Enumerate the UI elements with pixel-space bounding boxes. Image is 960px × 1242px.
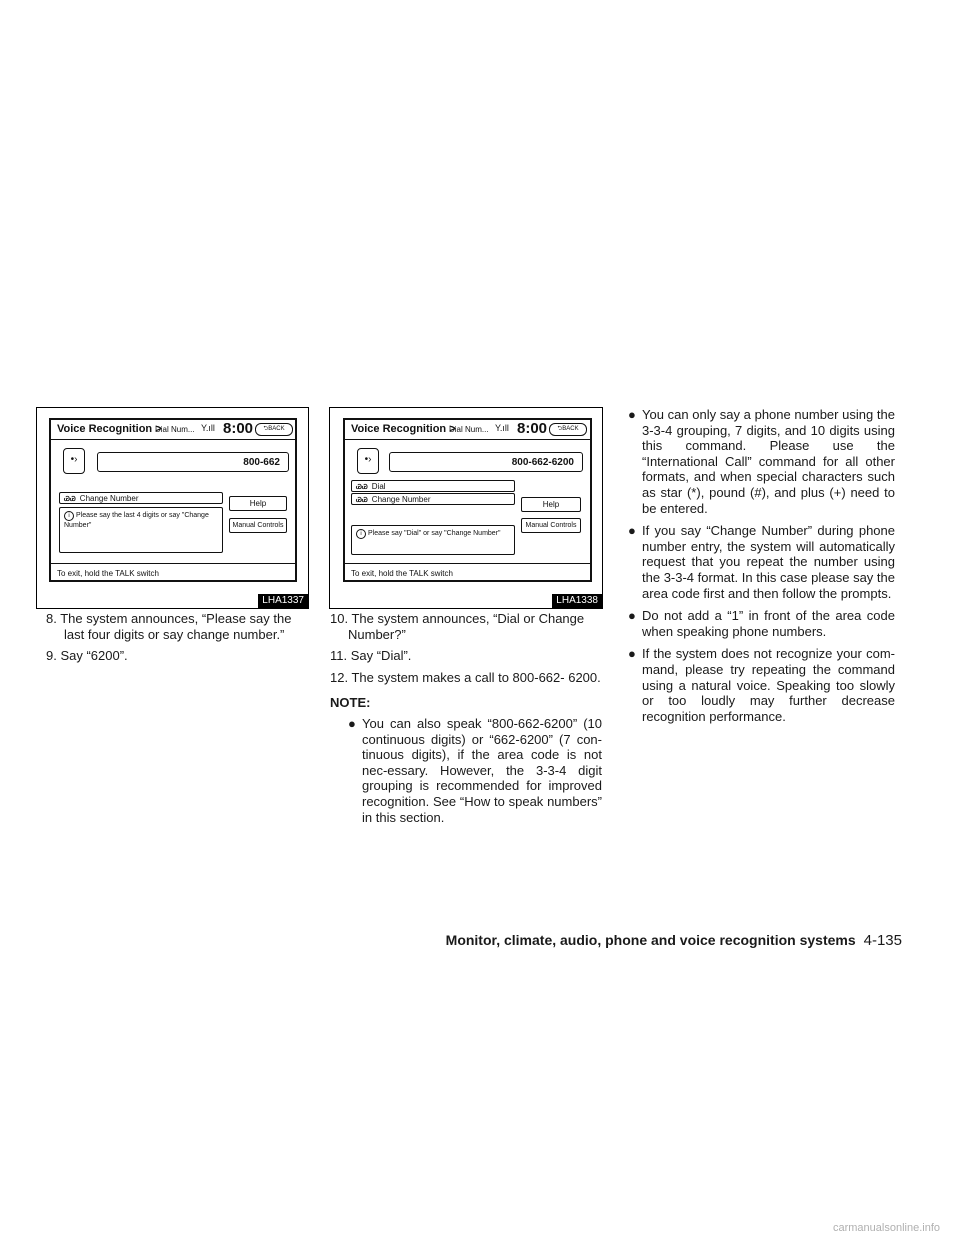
header-divider xyxy=(51,439,295,440)
figure-caption: LHA1338 xyxy=(552,594,602,608)
step-8: 8. The system announces, “Please say the last four digits or say change number.” xyxy=(46,611,292,642)
command-change-number[interactable] xyxy=(59,492,223,504)
screen-title: Voice Recognition > xyxy=(351,423,456,435)
middle-column xyxy=(330,611,602,832)
signal-icon: Y.ıll xyxy=(495,423,509,433)
back-button[interactable]: ⮌BACK xyxy=(549,423,587,436)
prompt-text: Please say the last 4 digits or say "Change Number" xyxy=(64,512,209,529)
voice-recognition-screen xyxy=(343,418,592,582)
note-heading: NOTE: xyxy=(330,695,371,711)
step-10: 10. The system announces, “Dial or Change Number?” xyxy=(330,611,585,642)
tip-text: If the system does not recognize your com-mand, please try repeating the command using a natural voice. Speaking too slowly or too loudly may further decrease recognition performance. xyxy=(642,646,895,724)
voice-command-icon: ᏊᏊ xyxy=(64,496,76,503)
tip-text: You can only say a phone number using the 3-3-4 grouping, 7 digits, and 10 digits using this command. Please use the “International Call” command for all other formats, and when special characters such as star (*), pound (#), and plus (+) need to be entered. xyxy=(642,407,895,516)
prompt-text: Please say "Dial" or say "Change Number" xyxy=(368,530,501,537)
help-button[interactable]: Help xyxy=(229,496,287,511)
screen-clock: 8:00 xyxy=(223,420,254,437)
step-9: 9. Say “6200”. xyxy=(46,648,128,664)
screen-title: Voice Recognition > xyxy=(57,423,162,435)
figure-caption: LHA1337 xyxy=(258,594,308,608)
tip-bullet xyxy=(628,608,895,639)
manual-controls-button[interactable]: Manual Controls xyxy=(521,518,581,533)
bullet-icon: ● xyxy=(628,608,636,624)
bullet-icon: ● xyxy=(628,407,636,422)
right-column xyxy=(628,407,895,731)
back-button[interactable]: ⮌BACK xyxy=(255,423,293,436)
screen-clock: 8:00 xyxy=(517,420,548,437)
footer-divider xyxy=(345,563,590,564)
note-bullet-text: You can also speak “800-662-6200” (10 continuous digits) or “662-6200” (7 con-tinuous digits), if the area code is not nec-essary. However, the 3-3-4 digit grouping is recommended for improved recognition. See “How to speak numbers” in this section. xyxy=(362,715,602,825)
voice-recognition-screen xyxy=(49,418,297,582)
tip-bullet xyxy=(628,407,895,516)
section-title: Monitor, climate, audio, phone and voice recognition systems xyxy=(445,932,856,948)
tip-bullet xyxy=(628,523,895,601)
step-11: 11. Say “Dial”. xyxy=(330,648,412,664)
bullet-icon: ● xyxy=(348,715,356,731)
screen-breadcrumb: Dial Num... xyxy=(155,425,195,434)
page-footer xyxy=(446,932,902,949)
command-change-number[interactable] xyxy=(351,493,515,505)
figure-lha1337 xyxy=(36,407,309,609)
dialed-number-display: 800-662-6200 xyxy=(389,452,583,472)
screen-breadcrumb: Dial Num... xyxy=(449,425,489,434)
left-column xyxy=(46,611,308,670)
footer-divider xyxy=(51,563,295,564)
prompt-message xyxy=(59,507,223,553)
tip-text: Do not add a “1” in front of the area code when speaking phone numbers. xyxy=(642,608,895,639)
exit-hint: To exit, hold the TALK switch xyxy=(57,569,159,578)
command-label: Change Number xyxy=(371,495,431,504)
tip-bullet xyxy=(628,646,895,724)
manual-controls-button[interactable]: Manual Controls xyxy=(229,518,287,533)
bullet-icon: ● xyxy=(628,523,636,539)
info-icon: i xyxy=(356,529,366,539)
note-bullet xyxy=(348,716,602,825)
prompt-message xyxy=(351,525,515,555)
note-body xyxy=(330,716,602,825)
voice-command-icon: ᏊᏊ xyxy=(356,484,368,491)
voice-face-icon: •› xyxy=(357,448,379,474)
command-label: Change Number xyxy=(79,494,139,503)
watermark: carmanualsonline.info xyxy=(832,1222,940,1234)
figure-lha1338 xyxy=(329,407,603,609)
step-12: 12. The system makes a call to 800-662- 6200. xyxy=(330,669,601,685)
help-button[interactable]: Help xyxy=(521,497,581,512)
page-number: 4-135 xyxy=(863,932,902,949)
voice-command-icon: ᏊᏊ xyxy=(356,497,368,504)
command-dial[interactable] xyxy=(351,480,515,492)
exit-hint: To exit, hold the TALK switch xyxy=(351,569,453,578)
tip-text: If you say “Change Number” during phone number entry, the system will automatically request that you repeat the number using the 3-3-4 format. In this case please say the area code first and then follow the prompts. xyxy=(642,523,895,601)
bullet-icon: ● xyxy=(628,646,636,662)
dialed-number-display: 800-662 xyxy=(97,452,289,472)
voice-face-icon: •› xyxy=(63,448,85,474)
command-label: Dial xyxy=(371,482,386,491)
signal-icon: Y.ıll xyxy=(201,423,215,433)
info-icon: i xyxy=(64,511,74,521)
header-divider xyxy=(345,439,590,440)
